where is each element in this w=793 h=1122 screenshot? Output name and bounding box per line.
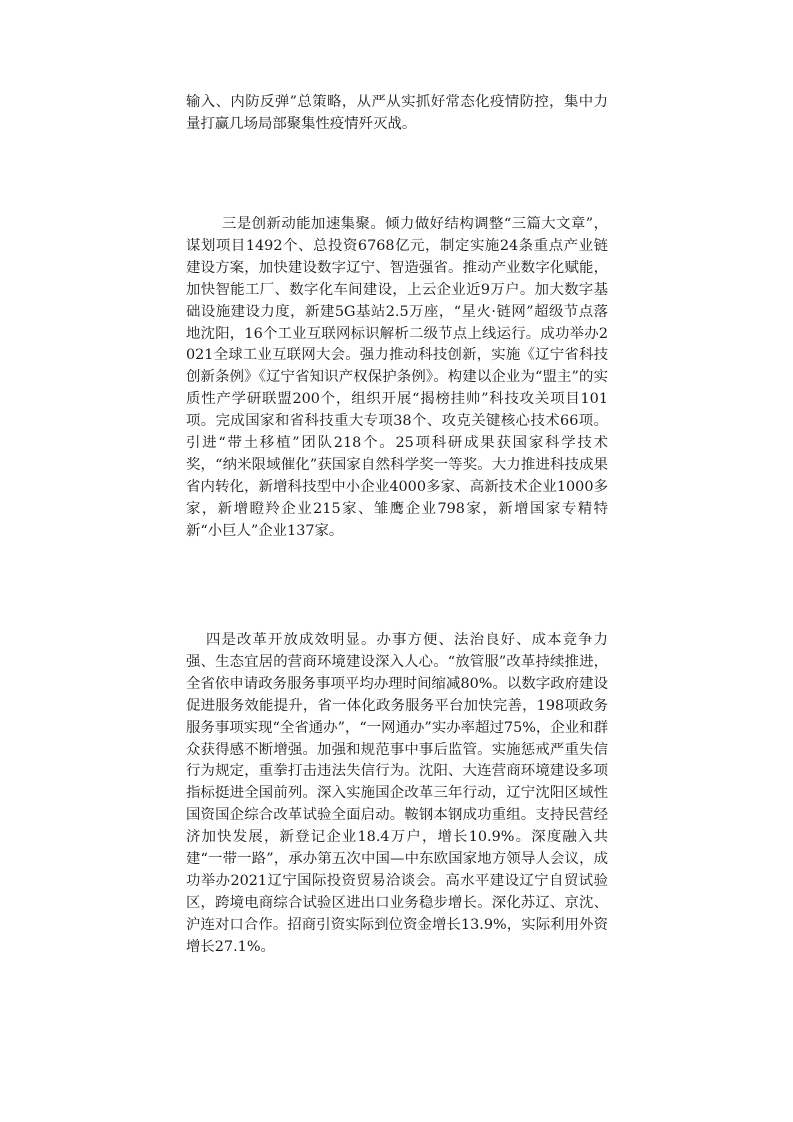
paragraph-reform-opening: 四是改革开放成效明显。办事方便、法治良好、成本竞争力强、生态宜居的营商环境建设深入人心。“放管服”改革持续推进，全省依申请政务服务事项平均办理时间缩减80%。以数字政府建设促进服务效能提升，省一体化政务服务平台加快完善，198项政务服务事项实现“全省通办”，“一网通办”实办率超过75%，企业和群众获得感不断增强。加强和规范事中事后监管。实施惩戒严重失信行为规定，重拳打击违法失信行为。沈阳、大连营商环境建设多项指标挺进全国前列。深入实施国企改革三年行动，辽宁沈阳区域性国资国企综合改革试验全面启动。鞍钢本钢成功重组。支持民营经济加快发展，新登记企业18.4万户，增长10.9%。深度融入共建“一带一路”，承办第五次中国—中东欧国家地方领导人会议，成功举办2021辽宁国际投资贸易洽谈会。高水平建设辽宁自贸试验区，跨境电商综合试验区进出口业务稳步增长。深化苏辽、京沈、沪连对口合作。招商引资实际到位资金增长13.9%，实际利用外资增长27.1%。 <box>186 632 608 955</box>
paragraph-epidemic-control: 输入、内防反弹”总策略，从严从实抓好常态化疫情防控，集中力量打赢几场局部聚集性疫情歼灭战。 <box>186 94 608 132</box>
paragraph-innovation: 三是创新动能加速集聚。倾力做好结构调整“三篇大文章”，谋划项目1492个、总投资6768亿元，制定实施24条重点产业链建设方案，加快建设数字辽宁、智造强省。推动产业数字化赋能，加快智能工厂、数字化车间建设，上云企业近9万户。加大数字基础设施建设力度，新建5G基站2.5万座，“星火·链网”超级节点落地沈阳，16个工业互联网标识解析二级节点上线运行。成功举办2021全球工业互联网大会。强力推动科技创新，实施《辽宁省科技创新条例》《辽宁省知识产权保护条例》。构建以企业为“盟主”的实质性产学研联盟200个，组织开展“揭榜挂帅”科技攻关项目101项。完成国家和省科技重大专项38个、攻克关键核心技术66项。引进“带土移植”团队218个。25项科研成果获国家科学技术奖，“纳米限域催化”获国家自然科学奖一等奖。大力推进科技成果省内转化，新增科技型中小企业4000多家、高新技术企业1000多家，新增瞪羚企业215家、雏鹰企业798家，新增国家专精特新“小巨人”企业137家。 <box>186 216 608 539</box>
